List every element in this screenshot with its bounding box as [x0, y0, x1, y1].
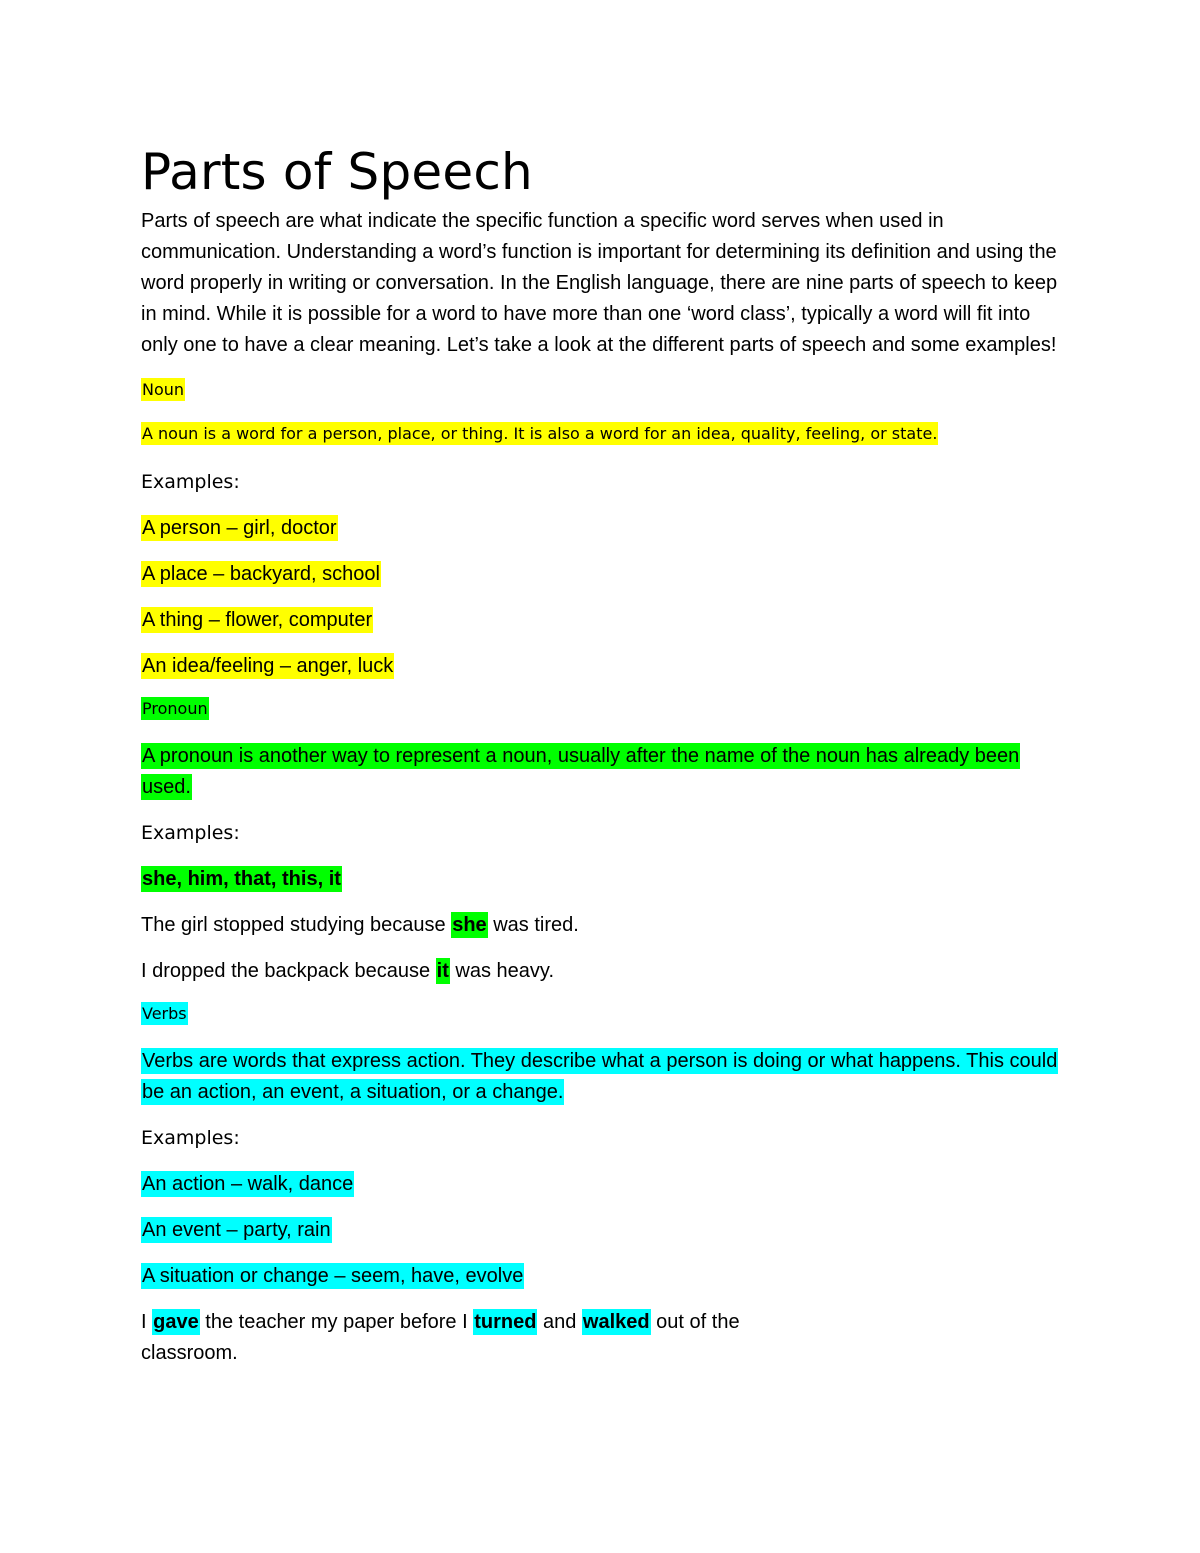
noun-label: Noun	[142, 380, 185, 399]
pronoun-label: Pronoun	[142, 699, 208, 718]
verb-example: An action – walk, dance	[142, 1173, 354, 1195]
verb-highlight: walked	[582, 1311, 650, 1333]
noun-examples-label: Examples:	[141, 471, 240, 493]
verbs-definition: Verbs are words that express action. They describe what a person is doing or what happens. This could be an action, an event, a situation, or a change.	[142, 1050, 1058, 1103]
pronoun-highlight: it	[436, 960, 449, 982]
noun-example: A person – girl, doctor	[142, 517, 337, 539]
verbs-section	[141, 1002, 1061, 1369]
noun-example: A place – backyard, school	[142, 563, 380, 585]
verb-highlight: gave	[153, 1311, 199, 1333]
pronoun-sentence: The girl stopped studying because she was tired.	[141, 914, 579, 936]
pronoun-sentence: I dropped the backpack because it was heavy.	[141, 960, 554, 982]
verb-sentence: I gave the teacher my paper before I turned and walked out of the classroom.	[141, 1311, 740, 1364]
verbs-label: Verbs	[142, 1004, 187, 1023]
verb-example: An event – party, rain	[142, 1219, 331, 1241]
pronoun-highlight: she	[452, 914, 487, 936]
verb-example: A situation or change – seem, have, evolve	[142, 1265, 524, 1287]
noun-section	[141, 378, 1061, 682]
pronoun-definition: A pronoun is another way to represent a noun, usually after the name of the noun has already been used.	[142, 745, 1020, 798]
pronoun-example-list: she, him, that, this, it	[142, 868, 341, 890]
noun-definition: A noun is a word for a person, place, or thing. It is also a word for an idea, quality, feeling, or state.	[142, 424, 938, 443]
noun-example: A thing – flower, computer	[142, 609, 373, 631]
noun-example: An idea/feeling – anger, luck	[142, 655, 394, 677]
pronoun-examples-label: Examples:	[141, 822, 240, 844]
document-page	[141, 140, 1061, 1384]
intro-paragraph: Parts of speech are what indicate the specific function a specific word serves when used in communication. Understanding a word’s function is important for determining its definition and using the word properly in writing or conversation. In the English language, there are nine parts of speech to keep in mind. While it is possible for a word to have more than one ‘word class’, typically a word will fit into only one to have a clear meaning. Let’s take a look at the different parts of speech and some examples!	[141, 210, 1058, 356]
page-title: Parts of Speech	[141, 143, 533, 201]
verbs-examples-label: Examples:	[141, 1127, 240, 1149]
verb-highlight: turned	[474, 1311, 537, 1333]
pronoun-section	[141, 697, 1061, 987]
